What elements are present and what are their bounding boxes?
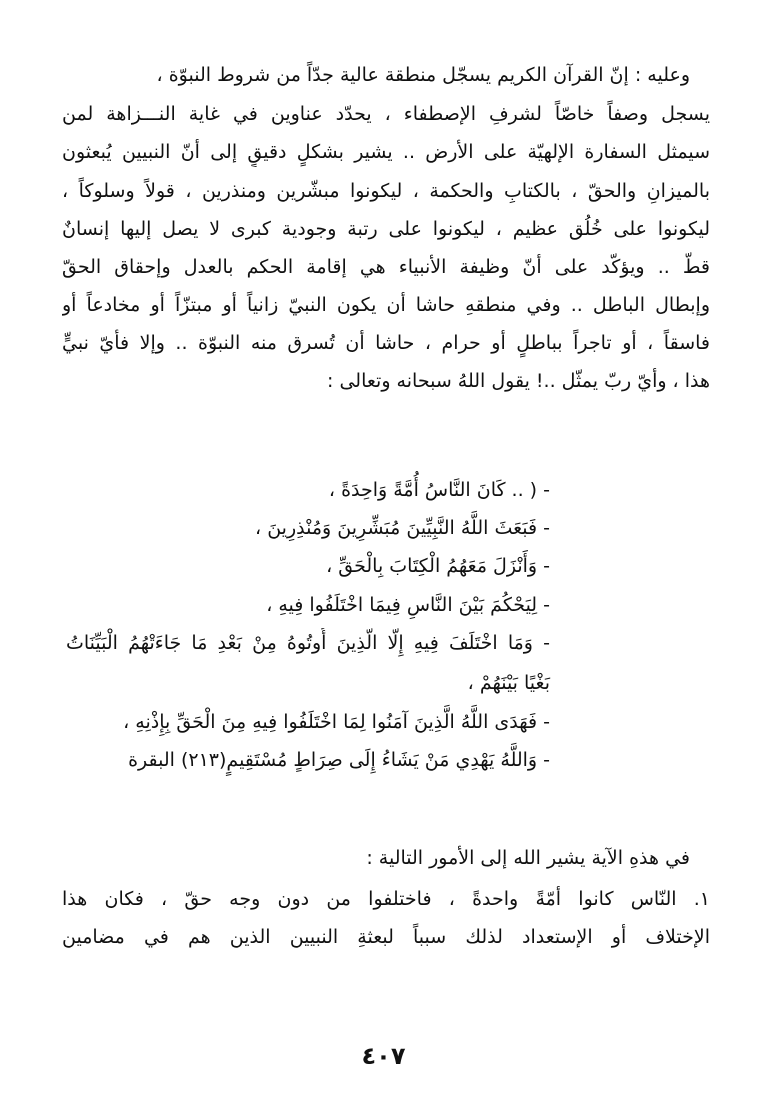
verse-line: - لِيَحْكُمَ بَيْنَ النَّاسِ فِيمَا اخْتَلَفُوا فِيهِ ، [266, 594, 550, 616]
text-line: فاسقاً ، أو تاجراً بباطلٍ أو حرام ، حاشا أن تُسرق منه النبوّة .. وإلا فأيّ نبيٍّ [62, 332, 710, 354]
text-line: هذا ، وأيّ ربّ يمثّل ..! يقول اللهُ سبحانه وتعالى : [327, 370, 710, 392]
text-line: ١. النّاس كانوا أمّةً واحدةً ، فاختلفوا من دون وجه حقّ ، فكان هذا [62, 888, 710, 910]
verse-line: - ( .. كَانَ النَّاسُ أُمَّةً وَاحِدَةً ، [328, 479, 550, 501]
verse-line: - فَهَدَى اللَّهُ الَّذِينَ آمَنُوا لِمَا اخْتَلَفُوا فِيهِ مِنَ الْحَقِّ بِإِذْنِهِ ، [123, 711, 550, 733]
text-line: بالميزانِ والحقّ ، بالكتابِ والحكمة ، ليكونوا مبشّرين ومنذرين ، قولاً وسلوكاً ، [62, 180, 710, 202]
verse-line: - وَأَنْزَلَ مَعَهُمُ الْكِتَابَ بِالْحَقِّ ، [326, 555, 550, 577]
text-line: ليكونوا على خُلُق عظيم ، ليكونوا على رتبة وجودية كبرى لا يصل إليها إنسانٌ [62, 218, 710, 240]
text-line: سيمثل السفارة الإلهيّة على الأرض .. يشير بشكلٍ دقيقٍ إلى أنّ النبيين يُبعثون [62, 141, 710, 163]
verse-line: بَغْيًا بَيْنَهُمْ ، [467, 672, 550, 694]
text-line: وإبطال الباطل .. وفي منطقهِ حاشا أن يكون النبيّ زانياً أو مبتزّاً أو مخادعاً أو [62, 294, 710, 316]
page-number: ٤٠٧ [361, 1042, 406, 1070]
verse-line: - فَبَعَثَ اللَّهُ النَّبِيِّينَ مُبَشِّرِينَ وَمُنْذِرِينَ ، [255, 517, 550, 539]
text-line: وعليه : إنّ القرآن الكريم يسجّل منطقة عالية جدّاً من شروط النبوّة ، [156, 64, 690, 86]
verse-line: - وَمَا اخْتَلَفَ فِيهِ إِلَّا الَّذِينَ أُوتُوهُ مِنْ بَعْدِ مَا جَاءَتْهُمُ الْبَيِّنَاتُ [66, 632, 550, 654]
text-line: قطّ .. ويؤكّد على أنّ وظيفة الأنبياء هي إقامة الحكم بالعدل وإحقاق الحقّ [62, 256, 710, 278]
text-line: يسجل وصفاً خاصّاً لشرفِ الإصطفاء ، يحدّد عناوين في غاية النـــزاهة لمن [62, 103, 710, 125]
verse-line: - وَاللَّهُ يَهْدِي مَنْ يَشَاءُ إِلَى صِرَاطٍ مُسْتَقِيمٍ(٢١٣) البقرة [128, 749, 550, 771]
text-line: في هذهِ الآية يشير الله إلى الأمور التالية : [366, 847, 690, 869]
text-line: الإختلاف أو الإستعداد لذلك سبباً لبعثةِ النبيين الذين هم في مضامين [62, 926, 710, 948]
